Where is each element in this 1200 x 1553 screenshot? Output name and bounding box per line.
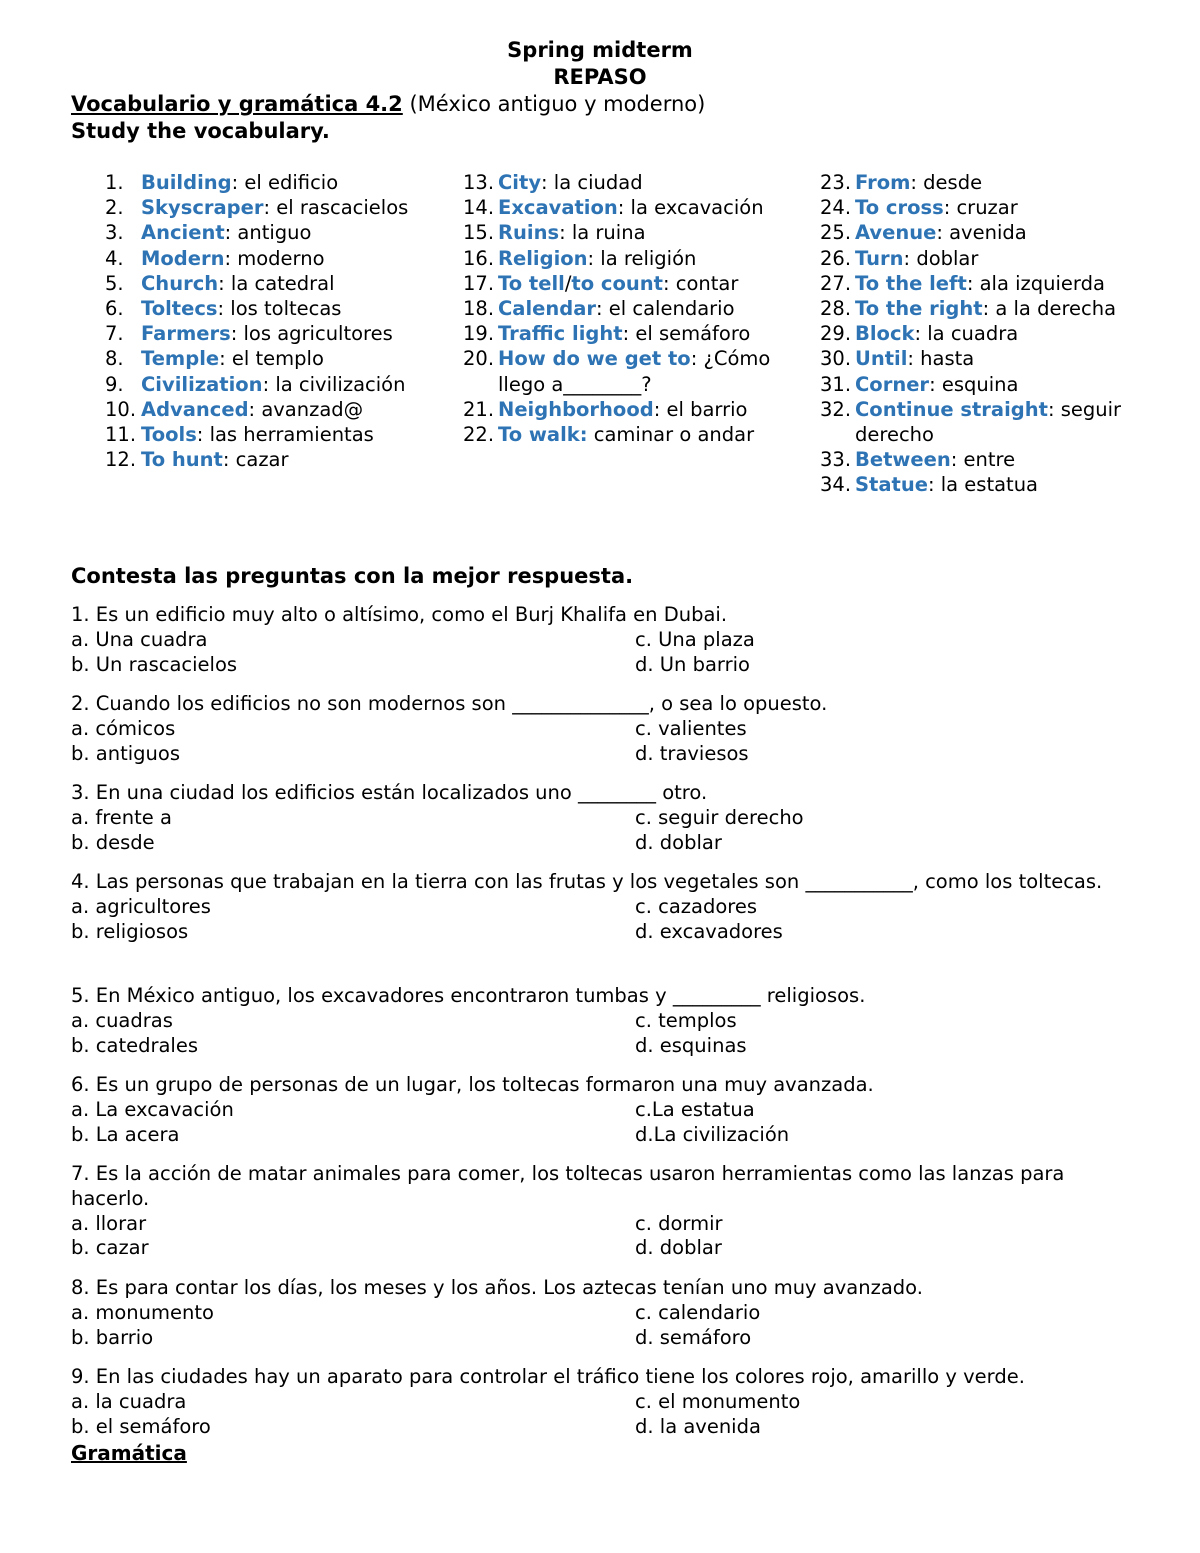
vocab-spanish-translation: : seguir derecho bbox=[855, 397, 1122, 447]
answer-option: c. Una plaza bbox=[635, 627, 755, 651]
grammar-heading: Gramática bbox=[71, 1441, 187, 1465]
vocab-number: 13. bbox=[463, 171, 495, 194]
vocab-spanish-translation: : esquina bbox=[929, 372, 1019, 396]
vocab-spanish-translation: : el edificio bbox=[231, 171, 339, 194]
vocab-item bbox=[820, 170, 1150, 195]
vocab-english-term: Advanced bbox=[141, 397, 249, 421]
answer-options bbox=[71, 1009, 1141, 1059]
vocab-item bbox=[820, 472, 1150, 497]
vocab-english-term: Continue straight bbox=[855, 397, 1048, 421]
document-subtitle: REPASO bbox=[553, 65, 647, 89]
vocab-entry bbox=[141, 447, 450, 472]
vocab-number: 6. bbox=[105, 297, 124, 321]
vocab-entry bbox=[141, 422, 450, 447]
vocab-entry bbox=[141, 220, 450, 245]
answer-option: d. doblar bbox=[635, 1236, 722, 1260]
vocab-english-term: Calendar bbox=[498, 297, 596, 321]
vocab-spanish-translation: : la ciudad bbox=[541, 171, 643, 194]
vocab-entry bbox=[141, 170, 450, 195]
answer-option: b. cazar bbox=[71, 1236, 149, 1260]
vocab-spanish-translation: : a la derecha bbox=[982, 297, 1117, 321]
answer-option: d. traviesos bbox=[635, 741, 749, 765]
vocab-english-term: Turn bbox=[855, 246, 904, 270]
vocab-number: 9. bbox=[105, 372, 124, 396]
question-text: 6. Es un grupo de personas de un lugar, los toltecas formaron una muy avanzada. bbox=[71, 1073, 874, 1096]
vocab-entry bbox=[855, 246, 1150, 271]
vocab-item bbox=[105, 397, 450, 422]
vocab-entry bbox=[498, 170, 808, 195]
vocab-number: 26. bbox=[820, 246, 852, 270]
vocab-english-term: to count bbox=[571, 271, 663, 295]
vocab-english-term: Religion bbox=[498, 246, 588, 270]
answer-option: a. la cuadra bbox=[71, 1389, 187, 1413]
vocab-spanish-translation: : la excavación bbox=[617, 196, 764, 220]
vocab-number: 10. bbox=[105, 397, 137, 421]
question-text: 9. En las ciudades hay un aparato para controlar el tráfico tiene los colores rojo, amarillo y verde. bbox=[71, 1365, 1025, 1388]
vocab-english-term: Civilization bbox=[141, 372, 263, 396]
vocab-spanish-translation: / bbox=[564, 271, 572, 295]
answer-option: b. barrio bbox=[71, 1325, 154, 1349]
vocab-number: 25. bbox=[820, 221, 852, 245]
vocab-spanish-translation: : las herramientas bbox=[196, 423, 374, 447]
vocab-entry bbox=[141, 372, 450, 397]
study-instruction bbox=[71, 118, 330, 145]
vocab-number: 16. bbox=[463, 246, 495, 270]
answer-options bbox=[71, 717, 1141, 767]
vocab-entry bbox=[855, 397, 1150, 447]
vocab-spanish-translation: : cruzar bbox=[943, 196, 1018, 220]
vocab-spanish-translation: : contar bbox=[662, 271, 739, 295]
answer-option: d. esquinas bbox=[635, 1033, 747, 1057]
answer-option: c. el monumento bbox=[635, 1389, 801, 1413]
question-block bbox=[71, 984, 1141, 1058]
answer-options bbox=[71, 1212, 1141, 1262]
vocab-english-term: Ruins bbox=[498, 221, 560, 245]
vocab-item bbox=[463, 246, 808, 271]
answer-option: c. calendario bbox=[635, 1300, 761, 1324]
vocab-spanish-translation: : moderno bbox=[224, 246, 325, 270]
vocab-number: 30. bbox=[820, 347, 852, 371]
vocab-entry bbox=[498, 195, 808, 220]
vocab-item bbox=[463, 170, 808, 195]
answer-option: b. La acera bbox=[71, 1122, 180, 1146]
vocab-item bbox=[105, 296, 450, 321]
vocab-entry bbox=[855, 346, 1150, 371]
vocab-english-term: Neighborhood bbox=[498, 397, 654, 421]
vocab-item bbox=[463, 271, 808, 296]
answer-option: d. semáforo bbox=[635, 1325, 752, 1349]
answer-option: b. antiguos bbox=[71, 741, 180, 765]
vocab-number: 5. bbox=[105, 271, 124, 295]
vocab-english-term: Skyscraper bbox=[141, 196, 264, 220]
answer-option: c. valientes bbox=[635, 716, 747, 740]
vocab-entry bbox=[141, 346, 450, 371]
vocab-english-term: Ancient bbox=[141, 221, 225, 245]
section-title: Vocabulario y gramática 4.2 bbox=[71, 92, 403, 116]
answer-option: a. frente a bbox=[71, 805, 172, 829]
vocab-number: 3. bbox=[105, 221, 124, 245]
vocab-item bbox=[820, 195, 1150, 220]
vocab-item bbox=[463, 346, 808, 396]
answer-option: a. Una cuadra bbox=[71, 627, 208, 651]
vocab-english-term: Tools bbox=[141, 423, 197, 447]
answer-option: b. religiosos bbox=[71, 919, 189, 943]
vocab-number: 31. bbox=[820, 372, 852, 396]
vocab-number: 8. bbox=[105, 347, 124, 371]
vocab-item bbox=[105, 447, 450, 472]
vocab-spanish-translation: : la civilización bbox=[262, 372, 406, 396]
vocab-number: 14. bbox=[463, 196, 495, 220]
document-title: Spring midterm bbox=[507, 38, 693, 62]
vocab-item bbox=[820, 397, 1150, 447]
answer-options bbox=[71, 895, 1141, 945]
vocab-item bbox=[820, 372, 1150, 397]
vocab-english-term: Corner bbox=[855, 372, 930, 396]
vocab-english-term: To the left bbox=[855, 271, 967, 295]
answer-option: d. excavadores bbox=[635, 919, 783, 943]
answer-option: b. desde bbox=[71, 830, 155, 854]
vocab-item bbox=[463, 220, 808, 245]
vocab-item bbox=[820, 321, 1150, 346]
vocab-number: 19. bbox=[463, 322, 495, 346]
section-heading bbox=[71, 91, 705, 118]
answer-option: c.La estatua bbox=[635, 1097, 755, 1121]
vocab-english-term: Temple bbox=[141, 347, 220, 371]
answer-option: a. cómicos bbox=[71, 716, 176, 740]
vocab-spanish-translation: : el rascacielos bbox=[263, 196, 409, 220]
vocab-item bbox=[105, 271, 450, 296]
vocab-item bbox=[105, 422, 450, 447]
vocab-item bbox=[463, 195, 808, 220]
answer-options bbox=[71, 1390, 1141, 1440]
question-text: 3. En una ciudad los edificios están localizados uno ________ otro. bbox=[71, 781, 708, 804]
vocab-spanish-translation: : el semáforo bbox=[622, 322, 751, 346]
vocab-english-term: Block bbox=[855, 322, 915, 346]
question-block bbox=[71, 781, 1141, 855]
vocab-english-term: Farmers bbox=[141, 322, 231, 346]
vocab-item bbox=[105, 372, 450, 397]
vocab-item bbox=[820, 271, 1150, 296]
vocab-spanish-translation: : la estatua bbox=[927, 473, 1039, 497]
vocab-english-term: City bbox=[498, 171, 542, 194]
vocab-entry bbox=[141, 246, 450, 271]
vocab-spanish-translation: : avanzad@ bbox=[248, 397, 364, 421]
study-line: Study the vocabulary. bbox=[71, 119, 330, 143]
vocab-column-2 bbox=[463, 170, 808, 447]
vocab-number: 11. bbox=[105, 423, 137, 447]
vocab-column-3 bbox=[820, 170, 1150, 498]
question-block bbox=[71, 1276, 1141, 1350]
answer-option: a. cuadras bbox=[71, 1008, 173, 1032]
answer-option: a. agricultores bbox=[71, 894, 211, 918]
vocab-entry bbox=[855, 220, 1150, 245]
answer-option: b. Un rascacielos bbox=[71, 652, 238, 676]
section-note: (México antiguo y moderno) bbox=[409, 92, 706, 116]
vocab-spanish-translation: caminar o andar bbox=[587, 423, 755, 447]
vocab-english-term: From bbox=[855, 171, 911, 194]
vocab-number: 12. bbox=[105, 448, 137, 472]
vocab-entry bbox=[498, 220, 808, 245]
answer-option: c. seguir derecho bbox=[635, 805, 804, 829]
vocab-item bbox=[463, 397, 808, 422]
vocab-item bbox=[105, 195, 450, 220]
vocab-item bbox=[105, 170, 450, 195]
answer-option: c. dormir bbox=[635, 1211, 723, 1235]
vocab-entry bbox=[855, 447, 1150, 472]
answer-option: b. el semáforo bbox=[71, 1414, 211, 1438]
question-text: 1. Es un edificio muy alto o altísimo, como el Burj Khalifa en Dubai. bbox=[71, 603, 728, 626]
vocab-spanish-translation: : los agricultores bbox=[230, 322, 393, 346]
answer-option: d. Un barrio bbox=[635, 652, 750, 676]
vocab-spanish-translation: : cazar bbox=[222, 448, 289, 472]
question-block bbox=[71, 1073, 1141, 1147]
vocab-number: 32. bbox=[820, 397, 852, 421]
vocab-number: 33. bbox=[820, 448, 852, 472]
vocab-number: 22. bbox=[463, 423, 495, 447]
answer-option: d. doblar bbox=[635, 830, 722, 854]
vocab-entry bbox=[498, 397, 808, 422]
vocab-english-term: How do we get to bbox=[498, 347, 691, 371]
vocab-entry bbox=[141, 271, 450, 296]
answer-option: c. templos bbox=[635, 1008, 737, 1032]
question-block bbox=[71, 870, 1141, 944]
vocab-number: 17. bbox=[463, 271, 495, 295]
vocab-entry bbox=[498, 346, 808, 396]
answer-options bbox=[71, 1301, 1141, 1351]
question-block bbox=[71, 1365, 1141, 1439]
vocab-english-term: Excavation bbox=[498, 196, 618, 220]
question-block bbox=[71, 603, 1141, 677]
answer-option: d.La civilización bbox=[635, 1122, 790, 1146]
vocab-entry bbox=[141, 321, 450, 346]
vocab-number: 27. bbox=[820, 271, 852, 295]
vocab-item bbox=[105, 246, 450, 271]
vocab-spanish-translation: : la cuadra bbox=[914, 322, 1019, 346]
vocab-spanish-translation: : ala izquierda bbox=[966, 271, 1105, 295]
vocab-english-term: To cross bbox=[855, 196, 944, 220]
vocab-column-1 bbox=[105, 170, 450, 472]
vocab-number: 21. bbox=[463, 397, 495, 421]
vocab-number: 18. bbox=[463, 297, 495, 321]
answer-options bbox=[71, 1098, 1141, 1148]
vocab-item bbox=[105, 220, 450, 245]
vocab-number: 4. bbox=[105, 246, 124, 270]
vocab-number: 1. bbox=[105, 171, 124, 194]
vocab-item bbox=[820, 296, 1150, 321]
answer-option: d. la avenida bbox=[635, 1414, 761, 1438]
vocab-item bbox=[820, 246, 1150, 271]
vocab-english-term: Traffic light bbox=[498, 322, 623, 346]
vocab-number: 34. bbox=[820, 473, 852, 497]
vocab-item bbox=[105, 346, 450, 371]
vocab-entry bbox=[498, 246, 808, 271]
vocab-spanish-translation: : doblar bbox=[903, 246, 979, 270]
vocab-english-term: Statue bbox=[855, 473, 928, 497]
vocab-number: 29. bbox=[820, 322, 852, 346]
vocab-item bbox=[463, 296, 808, 321]
vocab-english-term: Church bbox=[141, 271, 219, 295]
vocab-item bbox=[820, 447, 1150, 472]
vocab-item bbox=[463, 321, 808, 346]
vocab-entry bbox=[855, 472, 1150, 497]
vocab-english-term: Until bbox=[855, 347, 908, 371]
vocab-entry bbox=[855, 271, 1150, 296]
vocab-english-term: To walk: bbox=[498, 423, 588, 447]
vocab-english-term: Toltecs bbox=[141, 297, 218, 321]
vocab-item bbox=[820, 220, 1150, 245]
question-text: 8. Es para contar los días, los meses y los años. Los aztecas tenían uno muy avanzado. bbox=[71, 1276, 923, 1299]
vocab-spanish-translation: : la religión bbox=[587, 246, 697, 270]
answer-option: b. catedrales bbox=[71, 1033, 199, 1057]
vocab-number: 2. bbox=[105, 196, 124, 220]
questions-heading-text: Contesta las preguntas con la mejor respuesta. bbox=[71, 564, 634, 588]
vocab-entry bbox=[498, 321, 808, 346]
vocab-spanish-translation: : ¿Cómo llego a________? bbox=[498, 347, 771, 396]
vocab-entry bbox=[855, 195, 1150, 220]
vocab-spanish-translation: : entre bbox=[950, 448, 1016, 472]
vocab-english-term: Avenue bbox=[855, 221, 937, 245]
vocab-entry bbox=[855, 321, 1150, 346]
vocab-item bbox=[820, 346, 1150, 371]
vocab-english-term: Modern bbox=[141, 246, 225, 270]
answer-options bbox=[71, 628, 1141, 678]
vocab-spanish-translation: : el calendario bbox=[596, 297, 735, 321]
vocab-item bbox=[463, 422, 808, 447]
vocab-english-term: Building bbox=[141, 171, 232, 194]
vocab-spanish-translation: : desde bbox=[910, 171, 983, 194]
vocab-english-term: To tell bbox=[498, 271, 565, 295]
vocab-spanish-translation: : el barrio bbox=[653, 397, 748, 421]
vocab-item bbox=[105, 321, 450, 346]
vocab-spanish-translation: : la catedral bbox=[218, 271, 335, 295]
vocab-entry bbox=[855, 170, 1150, 195]
vocab-entry bbox=[141, 296, 450, 321]
vocab-entry bbox=[141, 195, 450, 220]
vocab-entry bbox=[498, 296, 808, 321]
vocab-entry bbox=[855, 296, 1150, 321]
answer-option: c. cazadores bbox=[635, 894, 758, 918]
vocab-spanish-translation: : el templo bbox=[219, 347, 324, 371]
vocab-number: 7. bbox=[105, 322, 124, 346]
vocab-entry bbox=[498, 271, 808, 296]
questions-heading bbox=[71, 563, 633, 590]
vocab-number: 28. bbox=[820, 297, 852, 321]
answer-option: a. monumento bbox=[71, 1300, 214, 1324]
answer-option: a. llorar bbox=[71, 1211, 147, 1235]
question-block bbox=[71, 1162, 1141, 1261]
question-text: 5. En México antiguo, los excavadores encontraron tumbas y _________ religiosos. bbox=[71, 984, 866, 1007]
vocab-number: 20. bbox=[463, 347, 495, 371]
vocab-spanish-translation: : avenida bbox=[936, 221, 1027, 245]
vocab-spanish-translation: : hasta bbox=[907, 347, 975, 371]
vocab-spanish-translation: : los toltecas bbox=[217, 297, 342, 321]
vocab-english-term: Between bbox=[855, 448, 951, 472]
vocab-number: 15. bbox=[463, 221, 495, 245]
answer-options bbox=[71, 806, 1141, 856]
vocab-entry bbox=[498, 422, 808, 447]
vocab-english-term: To the right bbox=[855, 297, 983, 321]
vocab-entry bbox=[855, 372, 1150, 397]
question-block bbox=[71, 692, 1141, 766]
question-text: 7. Es la acción de matar animales para comer, los toltecas usaron herramientas como las lanzas para hacerlo. bbox=[71, 1162, 1065, 1210]
answer-option: a. La excavación bbox=[71, 1097, 234, 1121]
vocab-number: 23. bbox=[820, 171, 852, 194]
vocab-entry bbox=[141, 397, 450, 422]
question-text: 2. Cuando los edificios no son modernos son ______________, o sea lo opuesto. bbox=[71, 692, 828, 715]
vocab-spanish-translation: : antiguo bbox=[224, 221, 312, 245]
vocab-number: 24. bbox=[820, 196, 852, 220]
vocab-english-term: To hunt bbox=[141, 448, 223, 472]
vocab-spanish-translation: : la ruina bbox=[559, 221, 646, 245]
question-text: 4. Las personas que trabajan en la tierra con las frutas y los vegetales son ___________, como los toltecas. bbox=[71, 870, 1103, 893]
